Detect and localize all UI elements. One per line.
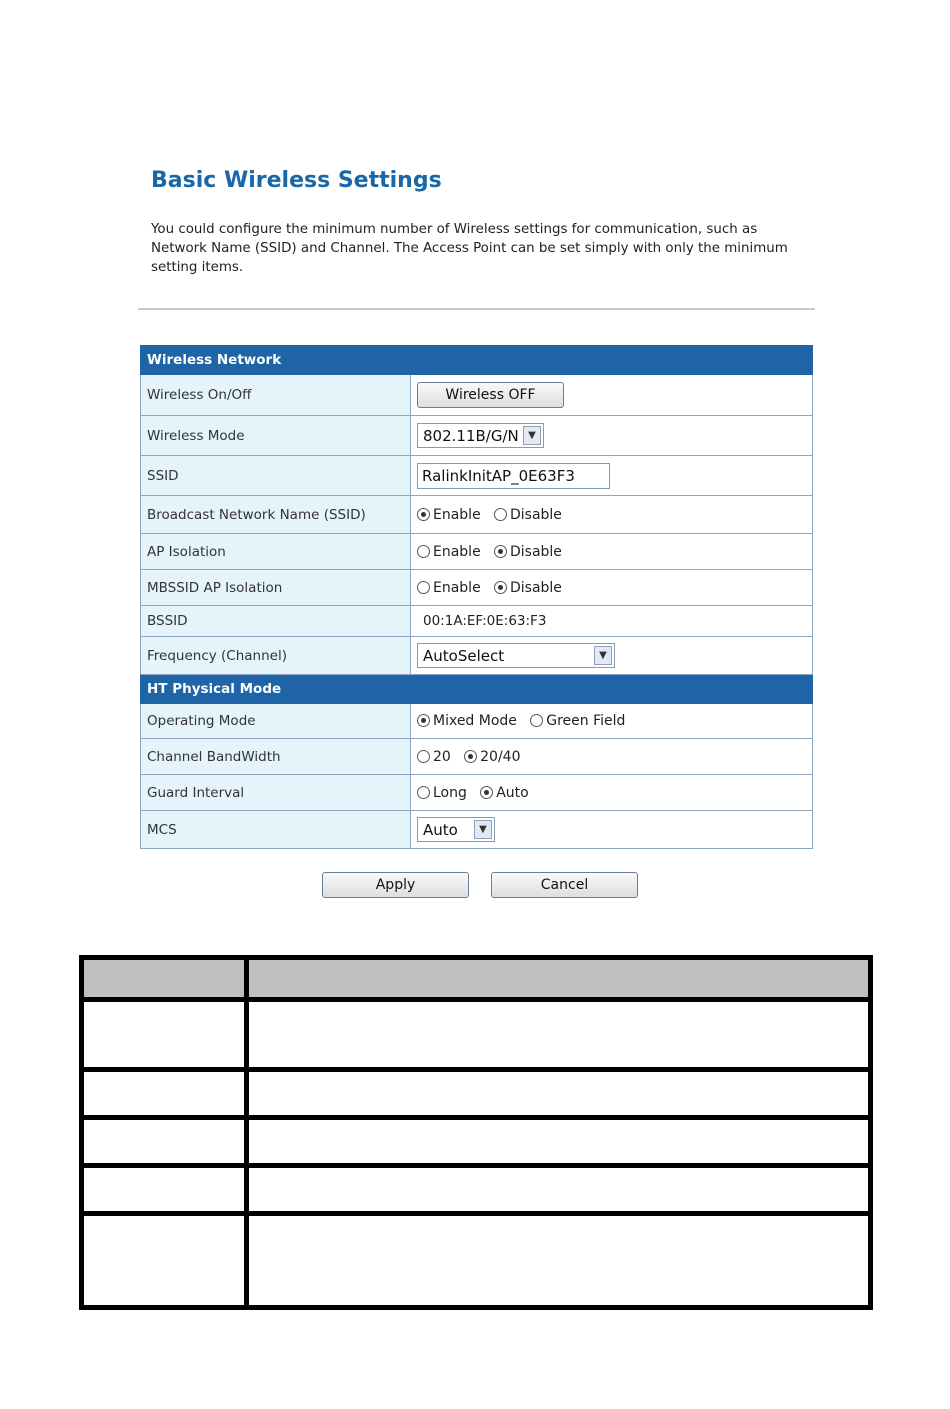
ap-isolation-enable-option[interactable]: Enable bbox=[417, 544, 481, 560]
row-ap-isolation bbox=[141, 534, 813, 570]
chevron-down-icon: ▼ bbox=[474, 820, 492, 839]
guard-auto-option[interactable]: Auto bbox=[480, 785, 529, 801]
table-cell bbox=[82, 1118, 247, 1166]
row-operating-mode bbox=[141, 704, 813, 739]
frequency-value: AutoSelect bbox=[423, 646, 505, 665]
bandwidth-20-option[interactable]: 20 bbox=[417, 749, 451, 765]
table-cell bbox=[82, 1070, 247, 1118]
wireless-mode-label: Wireless Mode bbox=[141, 416, 411, 456]
wireless-onoff-label: Wireless On/Off bbox=[141, 375, 411, 416]
row-wireless-mode bbox=[141, 416, 813, 456]
radio-unselected-icon[interactable] bbox=[530, 714, 543, 727]
table-cell bbox=[247, 1166, 871, 1214]
row-bssid bbox=[141, 606, 813, 637]
table-cell bbox=[82, 1214, 247, 1308]
bssid-value: 00:1A:EF:0E:63:F3 bbox=[411, 606, 813, 637]
radio-unselected-icon[interactable] bbox=[494, 508, 507, 521]
broadcast-disable-option[interactable]: Disable bbox=[494, 507, 562, 523]
mbssid-disable-option[interactable]: Disable bbox=[494, 580, 562, 596]
radio-selected-icon[interactable] bbox=[417, 508, 430, 521]
ssid-input[interactable] bbox=[417, 463, 610, 489]
radio-selected-icon[interactable] bbox=[464, 750, 477, 763]
table-header-cell bbox=[82, 958, 247, 1000]
row-wireless-onoff bbox=[141, 375, 813, 416]
divider bbox=[138, 308, 815, 310]
wireless-off-button[interactable]: Wireless OFF bbox=[417, 382, 564, 408]
mcs-select[interactable] bbox=[417, 817, 495, 842]
row-mbssid-isolation bbox=[141, 570, 813, 606]
mcs-value: Auto bbox=[423, 820, 458, 839]
chevron-down-icon: ▼ bbox=[594, 646, 612, 665]
apply-button[interactable]: Apply bbox=[322, 872, 469, 898]
row-channel-bandwidth bbox=[141, 739, 813, 775]
broadcast-ssid-label: Broadcast Network Name (SSID) bbox=[141, 496, 411, 534]
table-cell bbox=[247, 1070, 871, 1118]
table-row bbox=[82, 1000, 871, 1070]
table-header-cell bbox=[247, 958, 871, 1000]
wireless-mode-select[interactable] bbox=[417, 423, 544, 448]
radio-unselected-icon[interactable] bbox=[417, 786, 430, 799]
row-guard-interval bbox=[141, 775, 813, 811]
row-mcs bbox=[141, 811, 813, 849]
mbssid-enable-option[interactable]: Enable bbox=[417, 580, 481, 596]
bandwidth-2040-option[interactable]: 20/40 bbox=[464, 749, 520, 765]
table-cell bbox=[82, 1166, 247, 1214]
table-row bbox=[82, 1118, 871, 1166]
channel-bandwidth-label: Channel BandWidth bbox=[141, 739, 411, 775]
frequency-label: Frequency (Channel) bbox=[141, 637, 411, 675]
page-title: Basic Wireless Settings bbox=[151, 168, 442, 193]
ap-isolation-label: AP Isolation bbox=[141, 534, 411, 570]
cancel-button[interactable]: Cancel bbox=[491, 872, 638, 898]
table-cell bbox=[247, 1000, 871, 1070]
table-cell bbox=[247, 1214, 871, 1308]
chevron-down-icon: ▼ bbox=[523, 426, 541, 445]
ssid-label: SSID bbox=[141, 456, 411, 496]
row-frequency bbox=[141, 637, 813, 675]
operating-mode-label: Operating Mode bbox=[141, 704, 411, 739]
table-cell bbox=[247, 1118, 871, 1166]
table-cell bbox=[82, 1000, 247, 1070]
mcs-label: MCS bbox=[141, 811, 411, 849]
ap-isolation-disable-option[interactable]: Disable bbox=[494, 544, 562, 560]
radio-selected-icon[interactable] bbox=[417, 714, 430, 727]
table-row bbox=[82, 1070, 871, 1118]
table-row bbox=[82, 1166, 871, 1214]
section-wireless-network bbox=[141, 346, 813, 375]
guard-interval-label: Guard Interval bbox=[141, 775, 411, 811]
section-title-wireless-network: Wireless Network bbox=[141, 346, 813, 375]
table-row bbox=[82, 1214, 871, 1308]
mixed-mode-option[interactable]: Mixed Mode bbox=[417, 713, 517, 729]
radio-selected-icon[interactable] bbox=[494, 581, 507, 594]
radio-selected-icon[interactable] bbox=[494, 545, 507, 558]
guard-long-option[interactable]: Long bbox=[417, 785, 467, 801]
section-title-ht-physical-mode: HT Physical Mode bbox=[141, 675, 813, 704]
radio-selected-icon[interactable] bbox=[480, 786, 493, 799]
radio-unselected-icon[interactable] bbox=[417, 750, 430, 763]
bssid-label: BSSID bbox=[141, 606, 411, 637]
wireless-settings-table bbox=[140, 345, 813, 849]
broadcast-enable-option[interactable]: Enable bbox=[417, 507, 481, 523]
frequency-select[interactable] bbox=[417, 643, 615, 668]
green-field-option[interactable]: Green Field bbox=[530, 713, 625, 729]
mbssid-isolation-label: MBSSID AP Isolation bbox=[141, 570, 411, 606]
section-ht-physical-mode bbox=[141, 675, 813, 704]
radio-unselected-icon[interactable] bbox=[417, 545, 430, 558]
page-description: You could configure the minimum number of Wireless settings for communication, such as Network Name (SSID) and Channel. The Access Point can be set simply with only the minimum setting items. bbox=[151, 222, 788, 275]
table-header-row bbox=[82, 958, 871, 1000]
parameter-description-table bbox=[79, 955, 873, 1310]
radio-unselected-icon[interactable] bbox=[417, 581, 430, 594]
wireless-mode-value: 802.11B/G/N bbox=[423, 426, 519, 445]
row-broadcast-ssid bbox=[141, 496, 813, 534]
row-ssid bbox=[141, 456, 813, 496]
